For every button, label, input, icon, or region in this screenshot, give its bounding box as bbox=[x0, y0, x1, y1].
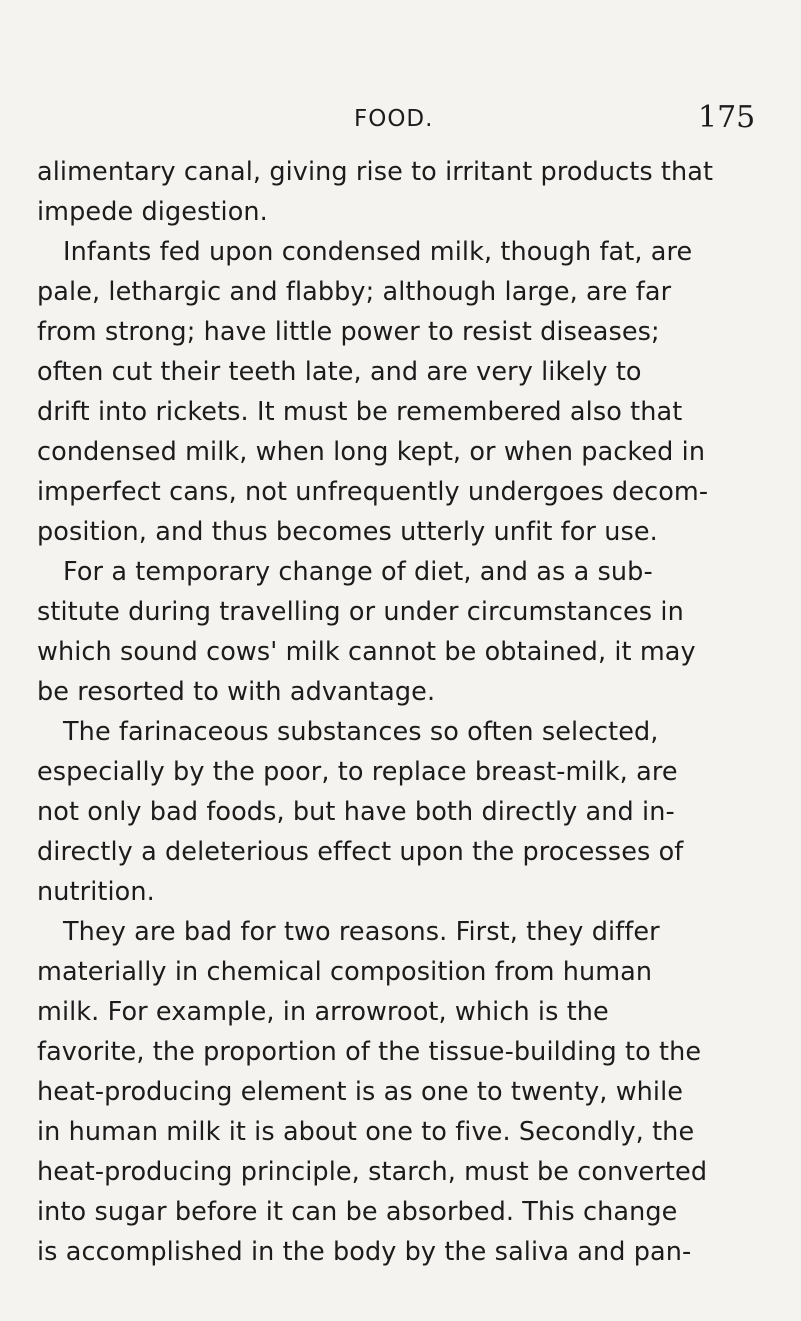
text-line: be resorted to with advantage. bbox=[37, 677, 436, 707]
text-line: drift into rickets. It must be remembered also that bbox=[37, 397, 683, 427]
text-line: For a temporary change of diet, and as a sub- bbox=[63, 557, 653, 587]
text-line: into sugar before it can be absorbed. This change bbox=[37, 1197, 678, 1227]
text-line: from strong; have little power to resist diseases; bbox=[37, 317, 660, 347]
text-line: is accomplished in the body by the saliva and pan- bbox=[37, 1237, 692, 1267]
page-number: 175 bbox=[698, 100, 756, 135]
text-line: Infants fed upon condensed milk, though fat, are bbox=[63, 237, 693, 267]
text-line: which sound cows' milk cannot be obtained, it may bbox=[37, 637, 696, 667]
text-line: favorite, the proportion of the tissue-building to the bbox=[37, 1037, 702, 1067]
text-line: impede digestion. bbox=[37, 197, 268, 227]
text-line: position, and thus becomes utterly unfit for use. bbox=[37, 517, 658, 547]
text-line: nutrition. bbox=[37, 877, 155, 907]
text-line: condensed milk, when long kept, or when packed in bbox=[37, 437, 706, 467]
text-line: directly a deleterious effect upon the processes of bbox=[37, 837, 684, 867]
text-line: not only bad foods, but have both directly and in- bbox=[37, 797, 675, 827]
text-line: materially in chemical composition from human bbox=[37, 957, 653, 987]
text-line: in human milk it is about one to five. Secondly, the bbox=[37, 1117, 695, 1147]
text-line: heat-producing element is as one to twenty, while bbox=[37, 1077, 684, 1107]
text-line: They are bad for two reasons. First, they differ bbox=[63, 917, 660, 947]
text-line: alimentary canal, giving rise to irritant products that bbox=[37, 157, 714, 187]
text-line: stitute during travelling or under circumstances in bbox=[37, 597, 684, 627]
text-line: milk. For example, in arrowroot, which is the bbox=[37, 997, 609, 1027]
text-line: imperfect cans, not unfrequently undergoes decom- bbox=[37, 477, 709, 507]
text-line: heat-producing principle, starch, must be converted bbox=[37, 1157, 708, 1187]
running-head bbox=[0, 92, 801, 142]
text-line: The farinaceous substances so often selected, bbox=[63, 717, 659, 747]
text-line: pale, lethargic and flabby; although large, are far bbox=[37, 277, 672, 307]
text-line: especially by the poor, to replace breast-milk, are bbox=[37, 757, 678, 787]
text-line: often cut their teeth late, and are very likely to bbox=[37, 357, 642, 387]
running-head-title: FOOD. bbox=[354, 106, 434, 132]
